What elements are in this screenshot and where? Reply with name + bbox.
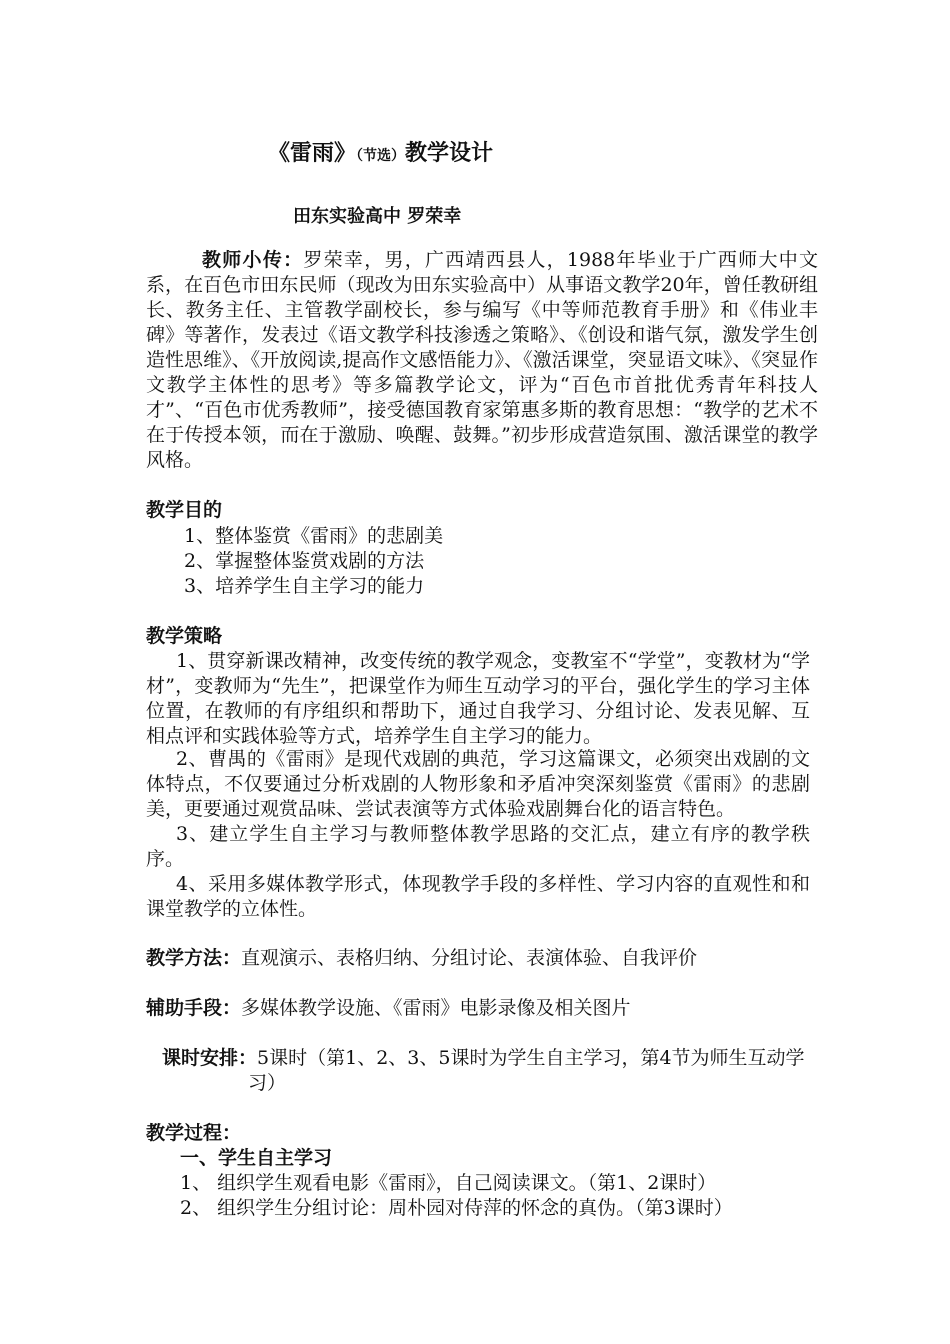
title-tail: 教学设计 bbox=[405, 140, 494, 166]
process-item: 2、 组织学生分组讨论：周朴园对侍萍的怀念的真伪。（第3课时） bbox=[180, 1197, 733, 1219]
strategy-paragraph: 1、贯穿新课改精神，改变传统的教学观念，变教室不“学堂”，变教材为“学材”，变教师为“先生”，把课堂作为师生互动学习的平台，强化学生的学习主体位置，在教师的有序组织和帮助下，通过自我学习、分组讨论、发表见解、互相点评和实践体验等方式，培养学生自主学习的能力。 bbox=[146, 650, 810, 747]
strategy-heading: 教学策略 bbox=[146, 625, 223, 647]
author-line: 田东实验高中 罗荣幸 bbox=[293, 206, 462, 227]
teacher-bio bbox=[146, 248, 818, 473]
goal-item: 3、培养学生自主学习的能力 bbox=[184, 575, 425, 597]
bio-text: 罗荣幸，男，广西靖西县人，1988年毕业于广西师大中文系，在百色市田东民师（现改为田东实验高中）从事语文教学20年，曾任教研组长、教务主任、主管教学副校长，参与编写《中等师范教育手册》和《伟业丰碑》等著作，发表过《语文教学科技渗透之策略》、《创设和谐气氛，激发学生创造性思维》、《开放阅读,提高作文感悟能力》、《激活课堂，突显语文味》、《突显作文教学主体性的思考》等多篇教学论文，评为“百色市首批优秀青年科技人才”、“百色市优秀教师”，接受德国教育家第惠多斯的教育思想：“教学的艺术不在于传授本领，而在于激励、唤醒、鼓舞。”初步形成营造氛围、激活课堂的教学风格。 bbox=[146, 249, 818, 471]
title-main: 《雷雨》 bbox=[268, 140, 357, 166]
schedule-line bbox=[162, 1046, 822, 1096]
title-subtitle: （节选） bbox=[356, 148, 406, 164]
strategy-paragraph: 4、采用多媒体教学形式，体现教学手段的多样性、学习内容的直观性和和课堂教学的立体性。 bbox=[146, 873, 810, 920]
aids-line bbox=[146, 996, 631, 1021]
methods-label: 教学方法： bbox=[146, 947, 242, 969]
goal-item: 2、掌握整体鉴赏戏剧的方法 bbox=[184, 550, 425, 572]
process-heading: 教学过程： bbox=[146, 1122, 242, 1144]
schedule-label: 课时安排： bbox=[162, 1047, 258, 1069]
bio-label: 教师小传： bbox=[202, 249, 304, 271]
document-title bbox=[268, 136, 493, 167]
strategy-paragraph: 3、建立学生自主学习与教师整体教学思路的交汇点，建立有序的教学秩序。 bbox=[146, 823, 810, 870]
process-section-title: 一、学生自主学习 bbox=[180, 1147, 333, 1169]
methods-text: 直观演示、表格归纳、分组讨论、表演体验、自我评价 bbox=[241, 947, 698, 969]
strategy-paragraph: 2、曹禺的《雷雨》是现代戏剧的典范，学习这篇课文，必须突出戏剧的文体特点，不仅要通过分析戏剧的人物形象和矛盾冲突深刻鉴赏《雷雨》的悲剧美，更要通过观赏品味、尝试表演等方式体验戏剧舞台化的语言特色。 bbox=[146, 748, 810, 820]
aids-text: 多媒体教学设施、《雷雨》电影录像及相关图片 bbox=[241, 997, 631, 1019]
aids-label: 辅助手段： bbox=[146, 997, 242, 1019]
goals-heading: 教学目的 bbox=[146, 499, 223, 521]
goal-item: 1、整体鉴赏《雷雨》的悲剧美 bbox=[184, 525, 444, 547]
process-item: 1、 组织学生观看电影《雷雨》，自己阅读课文。（第1、2课时） bbox=[180, 1172, 717, 1194]
methods-line bbox=[146, 946, 697, 971]
schedule-text: 5课时（第1、2、3、5课时为学生自主学习，第4节为师生互动学习） bbox=[248, 1047, 805, 1094]
